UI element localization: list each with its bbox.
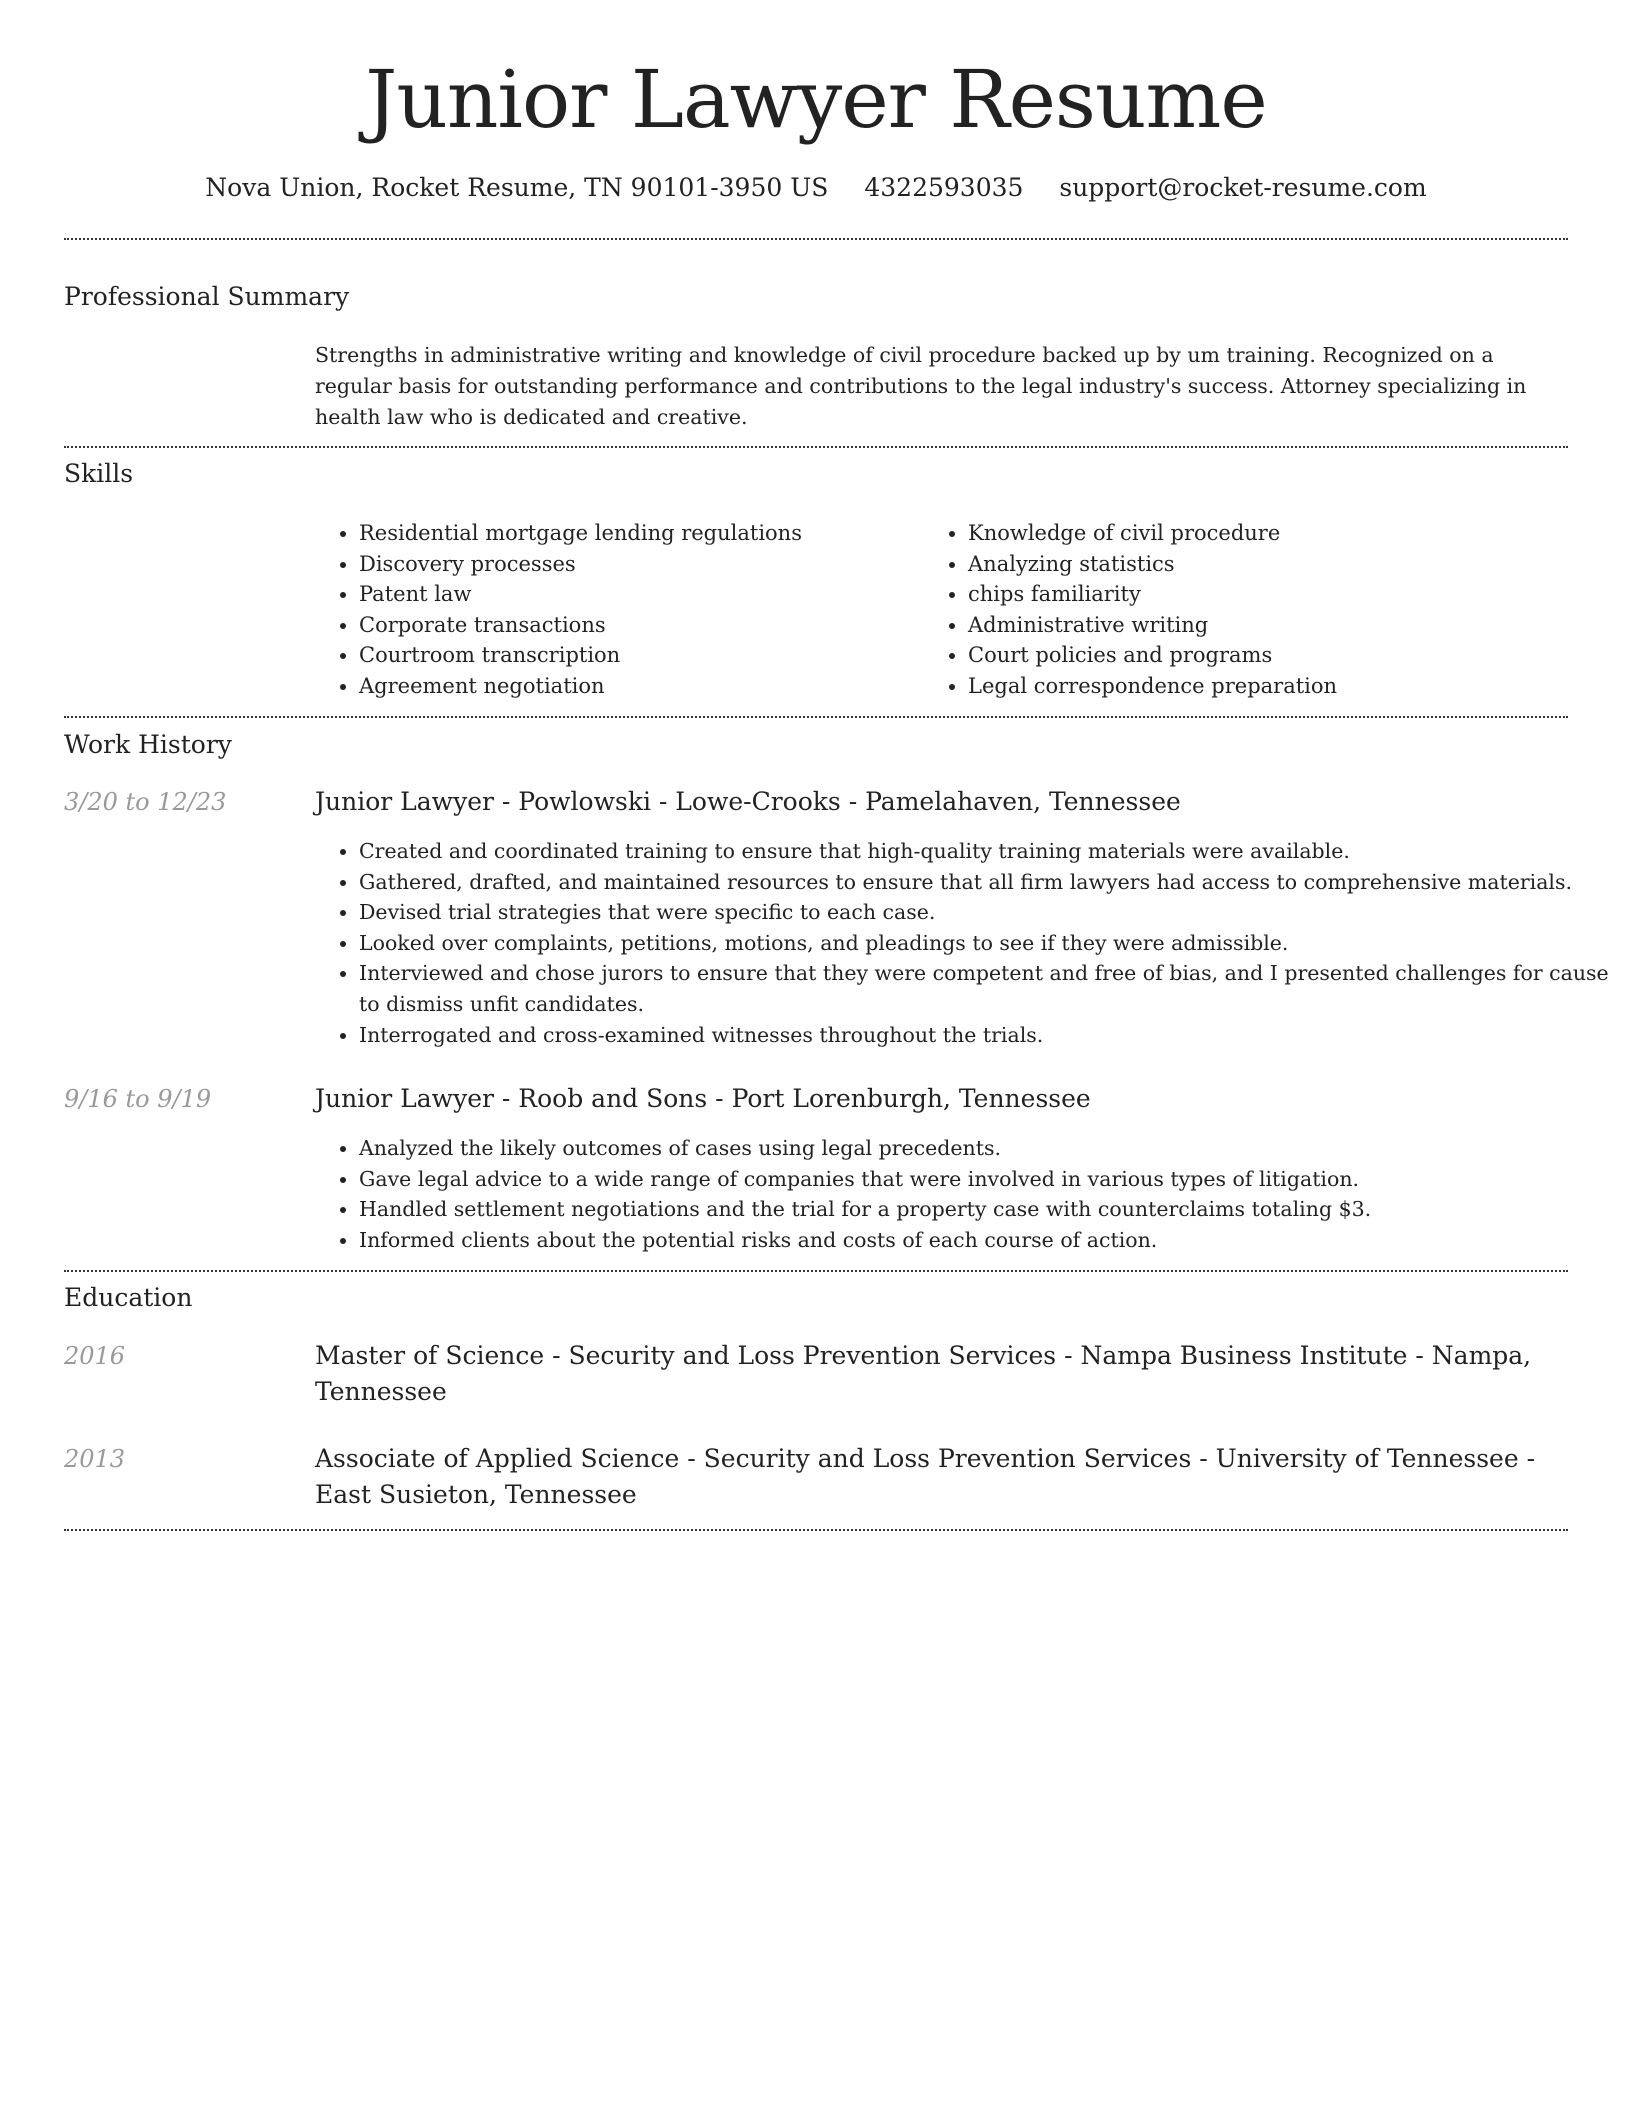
- job-title: Junior Lawyer - Roob and Sons - Port Lorenburgh, Tennessee: [315, 1084, 1091, 1113]
- skills-heading: Skills: [64, 459, 134, 488]
- job-dates: 9/16 to 9/19: [64, 1085, 212, 1113]
- summary-heading: Professional Summary: [64, 282, 350, 311]
- job-title: Junior Lawyer - Powlowski - Lowe-Crooks - Pamelahaven, Tennessee: [315, 787, 1181, 816]
- skill-item: • Knowledge of civil procedure: [968, 518, 1608, 549]
- summary-text: Strengths in administrative writing and knowledge of civil procedure backed up by um training. Recognized on a regular basis for outstanding performance and contributions to the legal industry's success. Attorney specializing in health law who is dedicated and creative.: [315, 343, 1527, 429]
- job-bullet: • Devised trial strategies that were specific to each case.: [359, 897, 1609, 928]
- job-bullet: • Analyzed the likely outcomes of cases using legal precedents.: [359, 1133, 1609, 1164]
- job-bullet: • Interrogated and cross-examined witnesses throughout the trials.: [359, 1020, 1609, 1051]
- skill-item: • Administrative writing: [968, 610, 1608, 641]
- job-bullet: • Handled settlement negotiations and the trial for a property case with counterclaims totaling $3.: [359, 1194, 1609, 1225]
- skills-list-left: [315, 518, 919, 702]
- education-year: 2013: [64, 1445, 126, 1473]
- section-divider: [64, 446, 1568, 448]
- skill-item: • Court policies and programs: [968, 640, 1608, 671]
- contact-phone: 4322593035: [864, 173, 1024, 202]
- section-divider: [64, 716, 1568, 718]
- job-bullet: • Looked over complaints, petitions, motions, and pleadings to see if they were admissible.: [359, 928, 1609, 959]
- skills-list-right: [924, 518, 1608, 702]
- education-heading: Education: [64, 1283, 193, 1312]
- contact-line: [0, 170, 1632, 206]
- skill-item: • Courtroom transcription: [359, 640, 919, 671]
- skill-item: • chips familiarity: [968, 579, 1608, 610]
- section-divider: [64, 1529, 1568, 1531]
- skill-item: • Analyzing statistics: [968, 549, 1608, 580]
- job-bullet: • Created and coordinated training to ensure that high-quality training materials were available.: [359, 836, 1609, 867]
- job-bullets: [315, 1133, 1609, 1255]
- job-dates: 3/20 to 12/23: [64, 788, 227, 816]
- job-bullet: • Gave legal advice to a wide range of companies that were involved in various types of litigation.: [359, 1164, 1609, 1195]
- skill-item: • Residential mortgage lending regulations: [359, 518, 919, 549]
- skill-item: • Agreement negotiation: [359, 671, 919, 702]
- skill-item: • Legal correspondence preparation: [968, 671, 1608, 702]
- work-heading: Work History: [64, 730, 232, 759]
- job-bullet: • Interviewed and chose jurors to ensure that they were competent and free of bias, and I presented challenges for cause to dismiss unfit candidates.: [359, 958, 1609, 1019]
- section-divider: [64, 1270, 1568, 1272]
- education-year: 2016: [64, 1342, 126, 1370]
- job-bullet: • Gathered, drafted, and maintained resources to ensure that all firm lawyers had access to comprehensive materials.: [359, 867, 1609, 898]
- resume-title: Junior Lawyer Resume: [365, 53, 1267, 146]
- contact-email: support@rocket-resume.com: [1059, 173, 1427, 202]
- job-bullets: [315, 836, 1609, 1050]
- education-title: Associate of Applied Science - Security and Loss Prevention Services - University of Tennessee - East Susieton, Tennessee: [315, 1444, 1536, 1509]
- education-title: Master of Science - Security and Loss Prevention Services - Nampa Business Institute - Nampa, Tennessee: [315, 1341, 1532, 1406]
- job-bullet: • Informed clients about the potential risks and costs of each course of action.: [359, 1225, 1609, 1256]
- skill-item: • Corporate transactions: [359, 610, 919, 641]
- skill-item: • Discovery processes: [359, 549, 919, 580]
- section-divider: [64, 238, 1568, 240]
- skill-item: • Patent law: [359, 579, 919, 610]
- contact-address: Nova Union, Rocket Resume, TN 90101-3950 US: [205, 173, 829, 202]
